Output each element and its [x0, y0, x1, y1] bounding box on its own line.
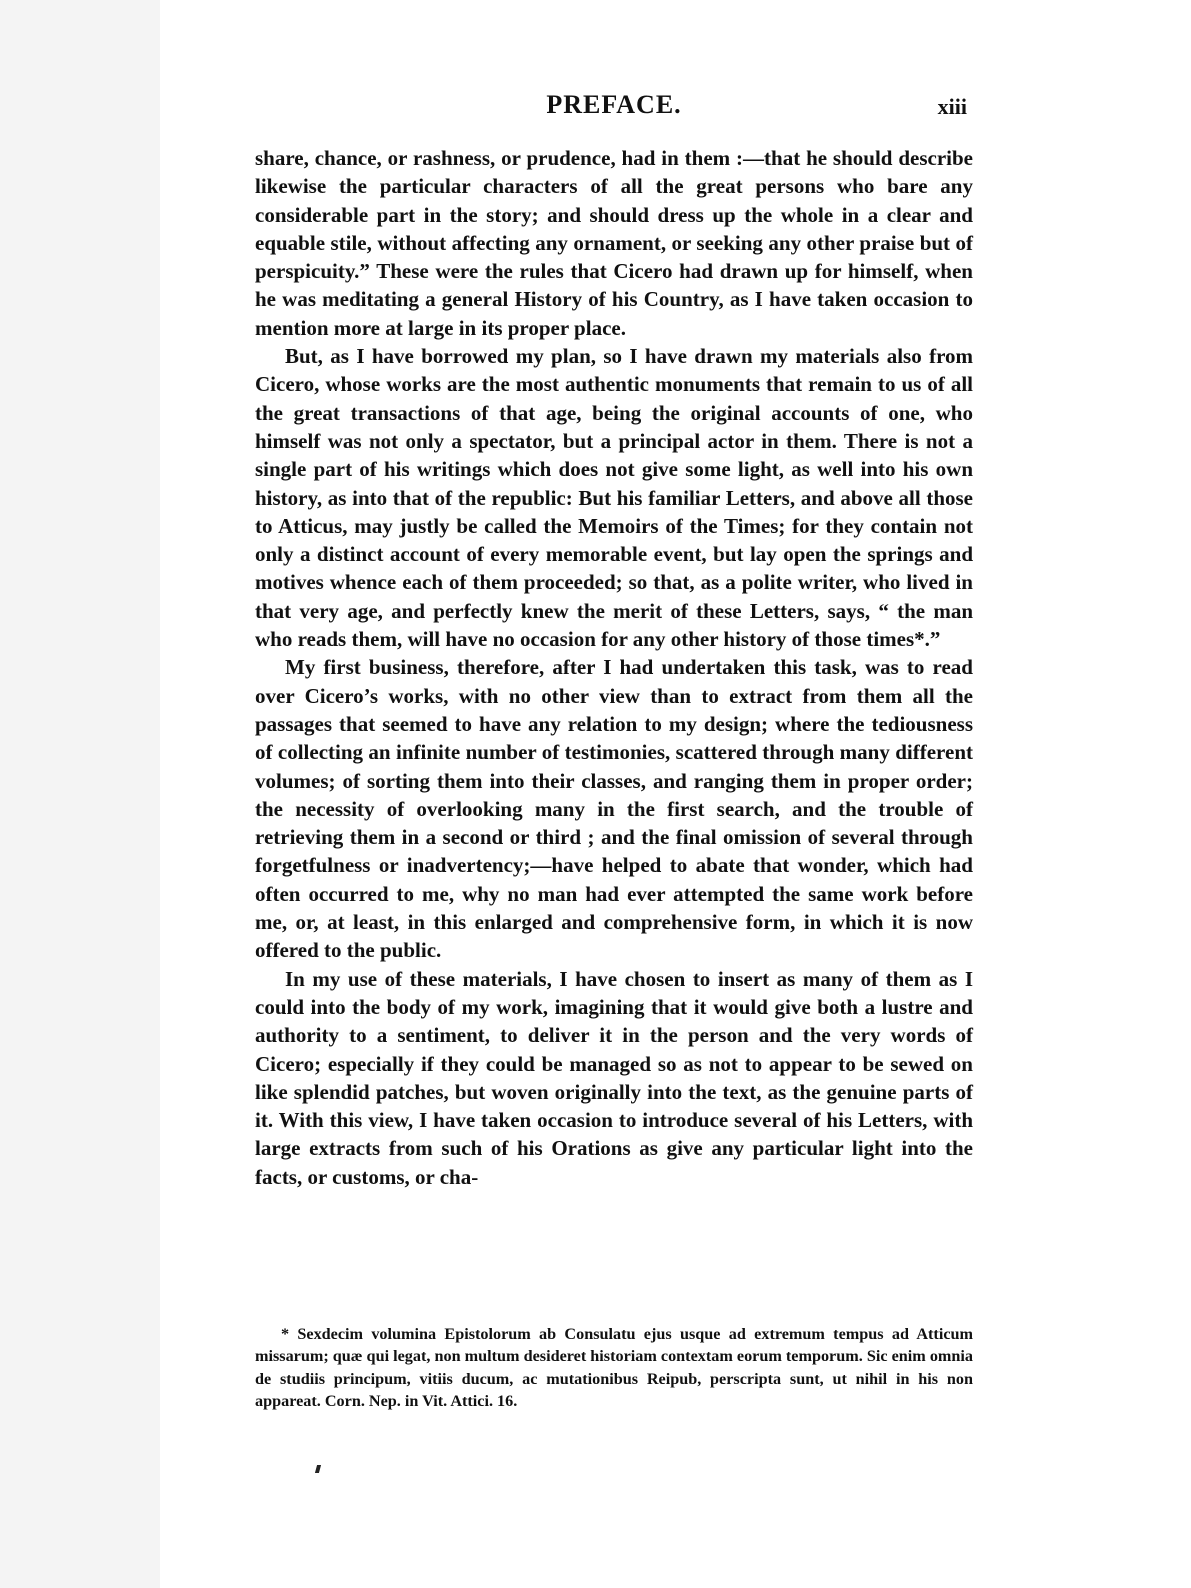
paragraph-4: In my use of these materials, I have chosen to insert as many of them as I could into the body of my work, imagining that it would give both a lustre and authority to a sentiment, to deliver it in the person and the very words of Cicero; especially if they could be managed so as not to appear to be sewed on like splendid patches, but woven originally into the text, as the genuine parts of it. With this view, I have taken occasion to introduce several of his Letters, with large extracts from such of his Orations as give any particular light into the facts, or customs, or cha- [255, 966, 973, 1189]
paragraph-2: But, as I have borrowed my plan, so I have drawn my materials also from Cicero, whose works are the most authentic monuments that remain to us of all the great transactions of that age, being the original accounts of one, who himself was not only a spectator, but a principal actor in them. There is not a single part of his writings which does not give some light, as well into his own history, as into that of the republic: But his familiar Letters, and above all those to Atticus, may justly be called the Memoirs of the Times; for they contain not only a distinct account of every memorable event, but lay open the springs and motives whence each of them proceeded; so that, as a polite writer, who lived in that very age, and perfectly knew the merit of these Letters, says, “ the man who reads them, will have no occasion for any other history of those times*.” [255, 344, 973, 652]
ink-mark [315, 1465, 321, 1473]
scan-margin [0, 0, 160, 1588]
paragraph-1: share, chance, or rashness, or prudence, had in them :—that he should describe likewise the particular characters of all the great persons who bare any considerable part in the story; and should dress up the whole in a clear and equable stile, without affecting any ornament, or seeking any other praise but of perspicuity.” These were the rules that Cicero had drawn up for himself, when he was meditating a general History of his Country, as I have taken occasion to mention more at large in its proper place. [255, 146, 973, 340]
page-number: xiii [937, 94, 967, 119]
page-header [255, 90, 973, 130]
body-text [255, 144, 973, 1191]
paragraph-3: My first business, therefore, after I had undertaken this task, was to read over Cicero’s works, with no other view than to extract from them all the passages that seemed to have any relation to my design; where the tediousness of collecting an infinite number of testimonies, scattered through many different volumes; of sorting them into their classes, and ranging them in proper order; the necessity of overlooking many in the first search, and the trouble of retrieving them in a second or third ; and the final omission of several through forgetfulness or inadvertency;—have helped to abate that wonder, which had often occurred to me, why no man had ever attempted the same work before me, or, at least, in this enlarged and comprehensive form, in which it is now offered to the public. [255, 655, 973, 963]
footnote: * Sexdecim volumina Epistolorum ab Consulatu ejus usque ad extremum tempus ad Atticum missarum; quæ qui legat, non multum desideret historiam contextam eorum temporum. Sic enim omnia de studiis principum, vitiis ducum, ac mutationibus Reipub, perscripta sunt, ut nihil in his non appareat. Corn. Nep. in Vit. Attici. 16. [255, 1325, 973, 1411]
running-title: PREFACE. [546, 90, 682, 119]
